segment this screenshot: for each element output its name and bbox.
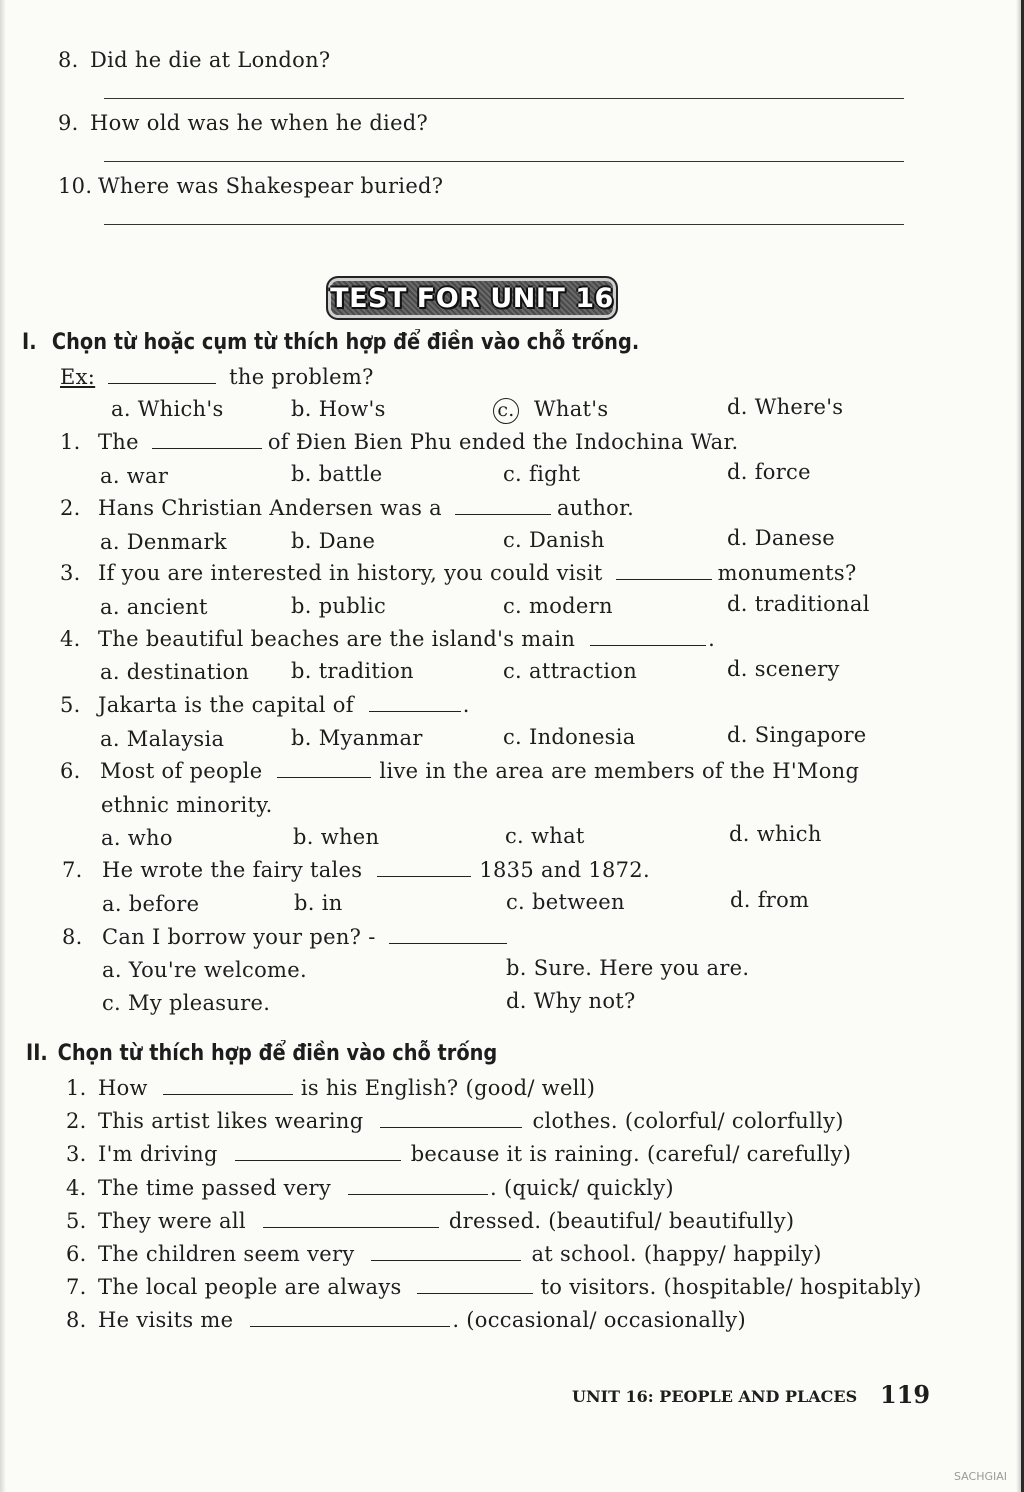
q7-option-c: c. between xyxy=(506,890,625,914)
q5-option-d: d. Singapore xyxy=(727,723,867,747)
mc-question-6: 6. Most of people live in the area are members of the H'Mong xyxy=(60,759,860,783)
mc-question-3: 3. If you are interested in history, you could visit monuments? xyxy=(60,561,857,585)
fill-item-1: 1. How is his English? (good/ well) xyxy=(66,1076,596,1100)
banner-title: TEST FOR UNIT 16 xyxy=(330,282,614,314)
fill-item-5: 5. They were all dressed. (beautiful/ beautifully) xyxy=(66,1209,795,1233)
q6-line-2: ethnic minority. xyxy=(101,793,273,817)
page-right-edge-shadow xyxy=(1016,0,1024,1492)
q5-option-a: a. Malaysia xyxy=(100,727,225,751)
example-option-a: a. Which's xyxy=(111,397,224,421)
section-2-heading: II. Chọn từ thích hợp để điền vào chỗ trống xyxy=(26,1041,498,1066)
q8-option-d: d. Why not? xyxy=(506,989,636,1013)
q7-option-b: b. in xyxy=(294,891,343,915)
mc-question-4: 4. The beautiful beaches are the island's main . xyxy=(60,627,716,651)
mc-question-7: 7. He wrote the fairy tales 1835 and 1872. xyxy=(62,858,650,882)
q1-option-d: d. force xyxy=(727,460,811,484)
q7-option-d: d. from xyxy=(730,888,810,912)
question-8: 8. Did he die at London? xyxy=(58,48,331,72)
section-1-heading: I. Chọn từ hoặc cụm từ thích hợp để điền vào chỗ trống. xyxy=(22,330,640,355)
q8-option-b: b. Sure. Here you are. xyxy=(506,956,750,980)
fill-item-7: 7. The local people are always to visitors. (hospitable/ hospitably) xyxy=(66,1275,922,1299)
q4-option-b: b. tradition xyxy=(291,659,414,683)
mc-question-1: 1. The of Đien Bien Phu ended the Indochina War. xyxy=(60,430,739,454)
test-banner xyxy=(326,276,618,320)
page-number: 119 xyxy=(880,1380,931,1409)
q6-option-a: a. who xyxy=(101,826,173,850)
q5-option-b: b. Myanmar xyxy=(291,726,423,750)
example-question: Ex: the problem? xyxy=(60,365,374,389)
q1-option-c: c. fight xyxy=(503,462,581,486)
q1-option-a: a. war xyxy=(100,464,169,488)
q3-option-b: b. public xyxy=(291,594,387,618)
answer-line-8 xyxy=(104,98,904,99)
fill-item-8: 8. He visits me . (occasional/ occasionally) xyxy=(66,1308,746,1332)
mc-question-2: 2. Hans Christian Andersen was a author. xyxy=(60,496,635,520)
q6-option-d: d. which xyxy=(729,822,822,846)
q8-option-c: c. My pleasure. xyxy=(102,991,271,1015)
q4-option-d: d. scenery xyxy=(727,657,840,681)
fill-item-3: 3. I'm driving because it is raining. (careful/ carefully) xyxy=(66,1142,852,1166)
example-option-c: c. What's xyxy=(493,397,608,424)
q8-option-a: a. You're welcome. xyxy=(102,958,307,982)
question-9: 9. How old was he when he died? xyxy=(58,111,429,135)
fill-item-2: 2. This artist likes wearing clothes. (colorful/ colorfully) xyxy=(66,1109,844,1133)
footer-unit-title: UNIT 16: PEOPLE AND PLACES xyxy=(572,1387,858,1406)
circled-answer-marker: c. xyxy=(493,398,519,424)
example-option-b: b. How's xyxy=(291,397,386,421)
q1-option-b: b. battle xyxy=(291,462,383,486)
mc-question-5: 5. Jakarta is the capital of . xyxy=(60,693,470,717)
mc-question-8: 8. Can I borrow your pen? - xyxy=(62,925,507,949)
q3-option-d: d. traditional xyxy=(727,592,870,616)
q2-option-c: c. Danish xyxy=(503,528,605,552)
page-left-edge-shadow xyxy=(0,0,6,1492)
fill-item-6: 6. The children seem very at school. (happy/ happily) xyxy=(66,1242,822,1266)
q3-option-c: c. modern xyxy=(503,594,613,618)
q2-option-a: a. Denmark xyxy=(100,530,227,554)
q7-option-a: a. before xyxy=(102,892,200,916)
answer-line-9 xyxy=(104,161,904,162)
q4-option-a: a. destination xyxy=(100,660,250,684)
q2-option-b: b. Dane xyxy=(291,529,376,553)
question-10: 10. Where was Shakespear buried? xyxy=(58,174,444,198)
fill-item-4: 4. The time passed very . (quick/ quickly) xyxy=(66,1176,674,1200)
q4-option-c: c. attraction xyxy=(503,659,638,683)
q6-option-b: b. when xyxy=(293,825,380,849)
example-option-d: d. Where's xyxy=(727,395,844,419)
watermark-logo: SACHGIAI xyxy=(954,1470,1008,1483)
q2-option-d: d. Danese xyxy=(727,526,836,550)
q6-option-c: c. what xyxy=(505,824,585,848)
q5-option-c: c. Indonesia xyxy=(503,725,636,749)
answer-line-10 xyxy=(104,224,904,225)
q3-option-a: a. ancient xyxy=(100,595,208,619)
